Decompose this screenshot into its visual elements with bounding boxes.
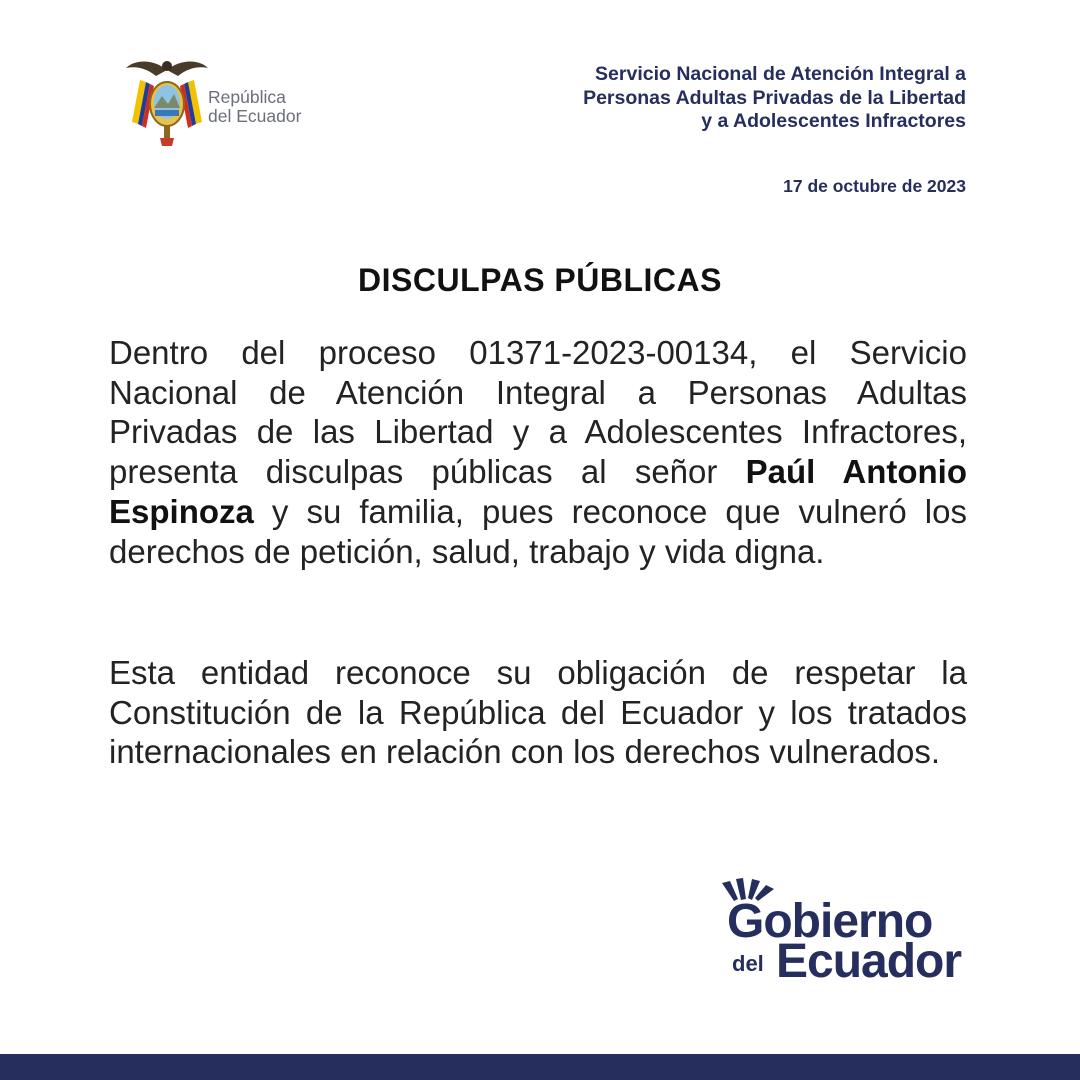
institution-line-2: Personas Adultas Privadas de la Libertad <box>583 86 966 109</box>
apology-paragraph <box>109 333 967 571</box>
republic-line-2: del Ecuador <box>208 106 302 126</box>
footer-bar <box>0 1054 1080 1080</box>
republic-label <box>208 88 301 126</box>
logo-word-ecuador: Ecuador <box>776 935 962 988</box>
obligation-paragraph: Esta entidad reconoce su obligación de respetar la Constitución de la República del Ecuador y los tratados internacionales en relación con los derechos vulnerados. <box>109 654 967 771</box>
institution-name <box>446 63 966 134</box>
logo-word-gobierno: Gobierno <box>727 895 933 948</box>
document-title: DISCULPAS PÚBLICAS <box>358 262 722 298</box>
person-name: Paúl Antonio Espinoza <box>109 453 967 530</box>
coat-of-arms-icon <box>122 52 212 152</box>
institution-line-1: Servicio Nacional de Atención Integral a <box>595 63 966 85</box>
paragraph-1-end: y su familia, pues reconoce que vulneró los derechos de petición, salud, trabajo y vida digna. <box>109 492 967 570</box>
logo-word-del: del <box>732 951 764 976</box>
paragraph-1-lead: Dentro del proceso 01371-2023-00134, el Servicio Nacional de Atención Integral a Personas Adultas Privadas de las Libertad y a Adolescentes Infractores, presenta disculpas públicas al señor <box>109 334 967 491</box>
document-date: 17 de octubre de 2023 <box>783 176 966 196</box>
institution-line-3: y a Adolescentes Infractores <box>701 110 966 132</box>
republic-line-1: República <box>208 87 286 107</box>
